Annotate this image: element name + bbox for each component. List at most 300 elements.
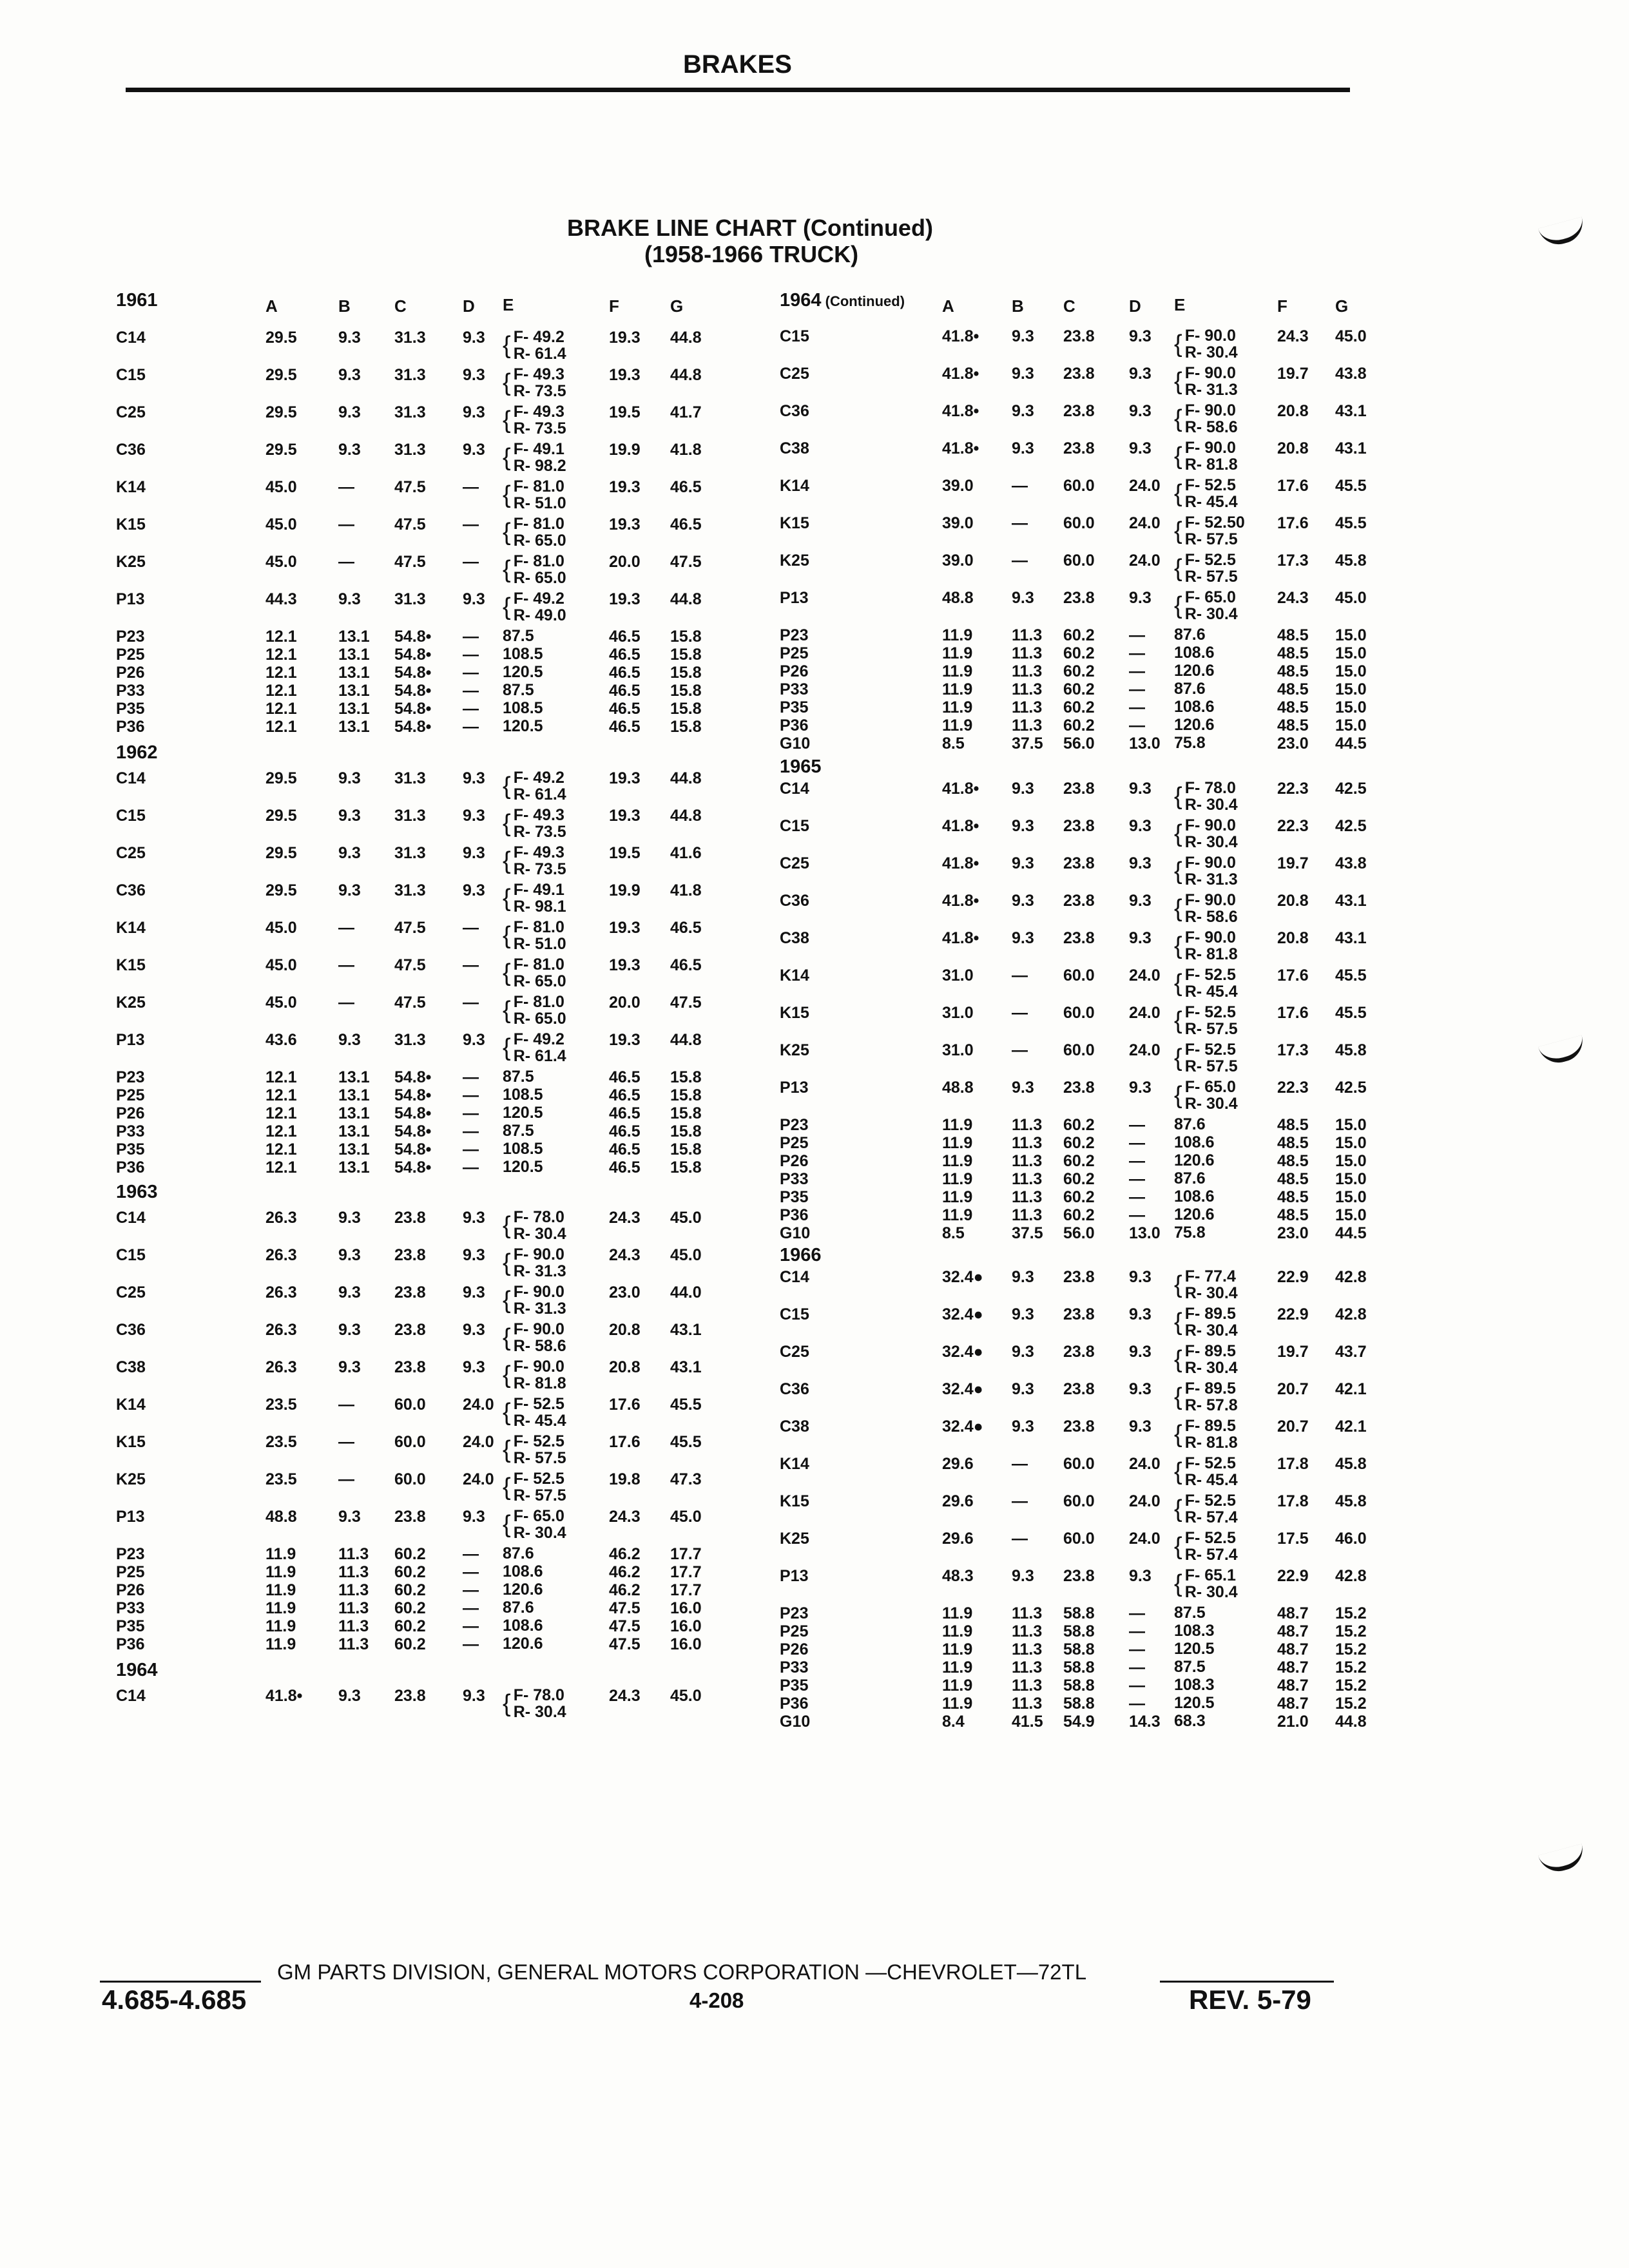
value-e: 108.6	[503, 1562, 543, 1581]
value-e-front: F- 90.0	[1184, 327, 1236, 345]
value-g: 43.8	[1335, 854, 1367, 872]
value-c: 54.8•	[394, 1086, 432, 1104]
value-d: 9.3	[1129, 327, 1152, 345]
value-e	[503, 919, 566, 952]
value-g: 46.5	[670, 515, 702, 533]
column-header-f: F	[609, 296, 619, 316]
value-e-rear: R- 30.4	[1184, 1359, 1238, 1377]
value-e: 87.5	[503, 681, 534, 699]
brace-glyph: {	[503, 1324, 511, 1351]
value-f: 20.8	[609, 1358, 641, 1376]
model-code: P33	[780, 1170, 809, 1188]
value-d: 13.0	[1129, 735, 1161, 753]
value-a: 11.9	[942, 1622, 973, 1640]
value-b: 9.3	[338, 1283, 361, 1302]
value-c: 60.0	[1063, 477, 1095, 495]
value-c: 23.8	[1063, 780, 1095, 798]
value-c: 31.3	[394, 366, 426, 384]
value-e-front: F- 90.0	[1184, 401, 1236, 419]
value-c: 23.8	[1063, 929, 1095, 947]
value-e-rear: R- 57.8	[1184, 1396, 1238, 1414]
value-e	[1174, 780, 1238, 813]
value-e-front: F- 90.0	[1184, 364, 1236, 382]
table-row	[780, 1134, 1424, 1153]
model-code: K14	[780, 1455, 809, 1473]
value-f: 17.6	[1277, 966, 1309, 985]
value-e-front: F- 49.2	[513, 1030, 564, 1048]
value-a: 11.9	[942, 1188, 973, 1206]
value-e-front: F- 90.0	[513, 1283, 564, 1301]
value-a: 26.3	[265, 1321, 297, 1339]
value-d: —	[463, 682, 479, 700]
value-b: 41.5	[1012, 1713, 1043, 1731]
model-code: C15	[780, 1305, 809, 1323]
model-code: P25	[780, 644, 809, 662]
value-e-rear: R- 30.4	[513, 1225, 566, 1243]
value-d: 9.3	[1129, 1380, 1152, 1398]
column-header-d: D	[1129, 296, 1141, 316]
value-d: —	[1129, 1658, 1145, 1677]
brace-glyph: {	[503, 593, 511, 620]
model-code: P35	[780, 1677, 809, 1695]
value-e	[503, 881, 566, 915]
model-code: P25	[116, 1563, 145, 1581]
table-row	[780, 662, 1424, 681]
table-row	[116, 1320, 760, 1355]
value-a: 8.4	[942, 1713, 965, 1731]
value-b: 9.3	[1012, 327, 1034, 345]
value-g: 41.8	[670, 881, 702, 899]
footer-revision: REV. 5-79	[1189, 1984, 1311, 2015]
value-e-front: F- 49.3	[513, 806, 564, 824]
value-d: —	[463, 994, 479, 1012]
table-row	[780, 1170, 1424, 1189]
model-code: P23	[116, 1068, 145, 1086]
value-e-rear: R- 30.4	[1184, 1583, 1238, 1601]
value-a: 32.4●	[942, 1343, 983, 1361]
value-f: 46.5	[609, 700, 641, 718]
brace-glyph: {	[1174, 1271, 1182, 1298]
value-g: 41.8	[670, 441, 702, 459]
value-b: 13.1	[338, 628, 370, 646]
value-e-rear: R- 30.4	[1184, 343, 1238, 361]
footer-page-number: 4-208	[689, 1988, 744, 2012]
value-g: 43.1	[1335, 929, 1367, 947]
table-row	[780, 1003, 1424, 1038]
value-d: —	[1129, 698, 1145, 716]
value-e	[1174, 1530, 1238, 1563]
model-code: C38	[780, 929, 809, 947]
value-e-rear: R- 51.0	[513, 935, 566, 953]
value-g: 15.8	[670, 1122, 702, 1140]
value-d: 24.0	[1129, 552, 1161, 570]
value-e-front: F- 65.0	[513, 1507, 564, 1525]
value-e-stack	[1185, 817, 1238, 850]
value-d: 9.3	[463, 844, 485, 862]
value-e-rear: R- 81.8	[1184, 945, 1238, 963]
value-e: 87.5	[503, 1122, 534, 1140]
value-d: —	[1129, 1116, 1145, 1134]
footer-rule-right	[1160, 1981, 1334, 1983]
value-e-front: F- 90.0	[1184, 928, 1236, 947]
value-b: 9.3	[338, 1209, 361, 1227]
value-d: —	[1129, 1604, 1145, 1622]
value-e: 120.6	[1174, 662, 1215, 680]
value-d: 9.3	[1129, 365, 1152, 383]
value-f: 19.3	[609, 590, 641, 608]
table-row	[780, 1041, 1424, 1075]
model-code: C15	[780, 817, 809, 835]
value-c: 54.8•	[394, 1158, 432, 1177]
value-e-front: F- 49.3	[513, 843, 564, 861]
model-code: P36	[780, 1695, 809, 1713]
value-e-front: F- 52.5	[1184, 1529, 1236, 1547]
value-b: 13.1	[338, 1104, 370, 1122]
value-a: 11.9	[265, 1545, 296, 1563]
value-f: 46.5	[609, 682, 641, 700]
value-d: —	[1129, 1622, 1145, 1640]
value-b: 13.1	[338, 700, 370, 718]
value-e-front: F- 52.5	[513, 1432, 564, 1450]
value-e-rear: R- 61.4	[513, 345, 566, 363]
value-b: 9.3	[1012, 929, 1034, 947]
model-code: K15	[116, 1433, 146, 1451]
value-d: —	[463, 1104, 479, 1122]
value-b: 13.1	[338, 718, 370, 736]
model-code: P26	[116, 664, 145, 682]
value-c: 60.0	[1063, 1492, 1095, 1510]
model-code: P26	[780, 1640, 809, 1658]
value-e-front: F- 52.5	[1184, 476, 1236, 494]
value-e	[503, 329, 566, 362]
binder-mark	[1538, 1035, 1587, 1068]
value-c: 23.8	[1063, 892, 1095, 910]
value-e-stack	[1185, 365, 1238, 398]
value-b: 9.3	[338, 844, 361, 862]
value-g: 43.1	[1335, 439, 1367, 457]
value-e-stack	[1185, 854, 1238, 888]
value-g: 15.8	[670, 1158, 702, 1177]
value-a: 11.9	[942, 662, 973, 680]
value-c: 54.8•	[394, 1122, 432, 1140]
table-row	[116, 1563, 760, 1582]
value-e	[1174, 1004, 1238, 1037]
value-e-front: F- 52.5	[1184, 1003, 1236, 1021]
value-a: 12.1	[265, 664, 297, 682]
value-e	[1174, 1567, 1238, 1600]
value-e-front: F- 49.1	[513, 440, 564, 458]
value-g: 44.8	[670, 769, 702, 787]
table-row	[780, 928, 1424, 963]
brace-glyph: {	[503, 369, 511, 396]
value-b: —	[1012, 966, 1028, 985]
value-f: 47.5	[609, 1599, 641, 1617]
value-c: 47.5	[394, 515, 426, 533]
value-d: —	[1129, 1695, 1145, 1713]
model-code: K15	[780, 1492, 809, 1510]
value-e-front: F- 81.0	[513, 918, 564, 936]
value-a: 31.0	[942, 966, 974, 985]
value-g: 45.0	[1335, 589, 1367, 607]
brace-glyph: {	[503, 519, 511, 546]
value-a: 45.0	[265, 515, 297, 533]
value-a: 12.1	[265, 628, 297, 646]
value-g: 44.8	[1335, 1713, 1367, 1731]
value-a: 31.0	[942, 1004, 974, 1022]
value-c: 58.8	[1063, 1622, 1095, 1640]
value-g: 42.8	[1335, 1567, 1367, 1585]
value-f: 22.3	[1277, 780, 1309, 798]
table-row	[116, 590, 760, 624]
table-row	[780, 514, 1424, 548]
value-e-rear: R- 31.3	[1184, 381, 1238, 399]
value-g: 15.8	[670, 664, 702, 682]
value-e: 75.8	[1174, 1224, 1206, 1242]
value-e-rear: R- 57.5	[1184, 568, 1238, 586]
value-e	[503, 994, 566, 1027]
value-b: 9.3	[338, 366, 361, 384]
year-label: 1966	[780, 1245, 822, 1265]
model-code: K25	[780, 1041, 809, 1059]
value-e	[503, 807, 566, 840]
model-code: C36	[780, 1380, 809, 1398]
value-e: 108.5	[503, 699, 543, 717]
model-code: P26	[116, 1581, 145, 1599]
value-b: 9.3	[1012, 589, 1034, 607]
table-row	[116, 552, 760, 587]
value-c: 23.8	[394, 1687, 426, 1705]
value-c: 23.8	[1063, 1079, 1095, 1097]
value-a: 23.5	[265, 1396, 297, 1414]
value-e-rear: R- 58.6	[513, 1337, 566, 1355]
value-g: 45.0	[1335, 327, 1367, 345]
value-a: 29.5	[265, 441, 297, 459]
value-f: 20.8	[1277, 439, 1309, 457]
brace-glyph: {	[1174, 932, 1182, 959]
value-g: 45.5	[1335, 477, 1367, 495]
value-g: 15.8	[670, 1140, 702, 1158]
value-e-front: F- 78.0	[513, 1686, 564, 1704]
model-code: C36	[116, 1321, 146, 1339]
value-e-rear: R- 65.0	[513, 1010, 566, 1028]
column-header-b: B	[1012, 296, 1024, 316]
value-e: 108.5	[503, 645, 543, 663]
value-f: 46.5	[609, 1140, 641, 1158]
value-f: 19.8	[609, 1470, 641, 1488]
value-e-stack	[1185, 402, 1238, 436]
model-code: C14	[780, 780, 809, 798]
year-label	[780, 290, 905, 311]
value-e-rear: R- 57.5	[513, 1449, 566, 1467]
value-a: 11.9	[942, 1170, 973, 1188]
table-row	[780, 644, 1424, 663]
value-f: 48.5	[1277, 1134, 1309, 1152]
value-c: 60.2	[1063, 1116, 1095, 1134]
brace-glyph: {	[1174, 1309, 1182, 1336]
model-code: P36	[116, 1635, 145, 1653]
value-e-stack	[514, 1209, 566, 1242]
value-f: 23.0	[1277, 735, 1309, 753]
year-label: 1962	[116, 742, 158, 763]
value-d: 24.0	[463, 1470, 494, 1488]
value-a: 39.0	[942, 477, 974, 495]
model-code: C15	[116, 1246, 146, 1264]
value-d: 24.0	[1129, 514, 1161, 532]
value-b: 9.3	[1012, 854, 1034, 872]
value-d: 9.3	[463, 1508, 485, 1526]
value-e: 87.6	[503, 1599, 534, 1617]
value-c: 54.8•	[394, 682, 432, 700]
value-e-stack	[1185, 1268, 1238, 1302]
value-c: 60.0	[1063, 1530, 1095, 1548]
value-c: 23.8	[1063, 1567, 1095, 1585]
value-g: 15.0	[1335, 1134, 1367, 1152]
value-f: 47.5	[609, 1617, 641, 1635]
value-e-stack	[1185, 1455, 1238, 1488]
value-b: 9.3	[338, 403, 361, 421]
value-d: 9.3	[1129, 1268, 1152, 1286]
brace-glyph: {	[503, 922, 511, 949]
value-e-rear: R- 57.5	[1184, 1020, 1238, 1038]
table-row	[116, 1617, 760, 1636]
brace-glyph: {	[503, 556, 511, 583]
value-c: 31.3	[394, 881, 426, 899]
value-e-stack	[1185, 552, 1238, 585]
value-a: 41.8•	[942, 929, 979, 947]
value-g: 42.8	[1335, 1305, 1367, 1323]
table-row	[116, 956, 760, 990]
brace-glyph: {	[1174, 1533, 1182, 1560]
value-f: 46.5	[609, 646, 641, 664]
value-e-rear: R- 57.5	[1184, 530, 1238, 548]
model-code: C25	[116, 844, 146, 862]
value-b: 9.3	[1012, 1567, 1034, 1585]
value-b: 11.3	[1012, 1658, 1043, 1677]
value-e	[503, 441, 566, 474]
value-f: 48.5	[1277, 1170, 1309, 1188]
value-c: 60.2	[394, 1599, 426, 1617]
value-a: 41.8•	[942, 780, 979, 798]
value-e-stack	[1185, 1343, 1238, 1376]
value-d: 9.3	[463, 1283, 485, 1302]
value-c: 23.8	[394, 1508, 426, 1526]
value-a: 11.9	[942, 1658, 973, 1677]
model-code: K15	[116, 956, 146, 974]
value-b: 37.5	[1012, 1224, 1043, 1242]
value-d: 9.3	[463, 329, 485, 347]
value-c: 60.2	[1063, 1206, 1095, 1224]
value-a: 11.9	[265, 1635, 296, 1653]
value-f: 20.7	[1277, 1380, 1309, 1398]
value-c: 60.2	[1063, 1152, 1095, 1170]
value-e	[503, 1358, 566, 1392]
value-d: 9.3	[463, 441, 485, 459]
value-e-stack	[514, 919, 566, 952]
value-g: 16.0	[670, 1599, 702, 1617]
value-a: 32.4●	[942, 1305, 983, 1323]
value-c: 54.8•	[394, 628, 432, 646]
table-row	[116, 806, 760, 841]
value-a: 11.9	[265, 1617, 296, 1635]
value-e-front: F- 90.0	[513, 1320, 564, 1338]
value-e-stack	[1185, 477, 1238, 510]
value-e	[503, 403, 566, 437]
value-g: 16.0	[670, 1617, 702, 1635]
model-code: P36	[780, 716, 809, 735]
value-g: 45.0	[670, 1209, 702, 1227]
value-g: 15.0	[1335, 1188, 1367, 1206]
value-c: 23.8	[1063, 439, 1095, 457]
value-e-front: F- 90.0	[1184, 891, 1236, 909]
value-g: 47.3	[670, 1470, 702, 1488]
value-c: 56.0	[1063, 1224, 1095, 1242]
table-row	[780, 1116, 1424, 1135]
value-e-stack	[514, 403, 566, 437]
value-b: 11.3	[1012, 1206, 1043, 1224]
value-a: 8.5	[942, 1224, 965, 1242]
brace-glyph: {	[1174, 443, 1182, 470]
brace-glyph: {	[503, 1690, 511, 1717]
value-e	[1174, 966, 1238, 1000]
value-e: 108.6	[1174, 644, 1215, 662]
value-e-rear: R- 30.4	[1184, 605, 1238, 623]
value-e	[1174, 402, 1238, 436]
value-c: 23.8	[1063, 817, 1095, 835]
model-code: K14	[780, 477, 809, 495]
value-e: 75.8	[1174, 734, 1206, 752]
value-g: 15.8	[670, 646, 702, 664]
value-e	[503, 1031, 566, 1064]
brace-glyph: {	[1174, 592, 1182, 619]
value-d: 9.3	[463, 1321, 485, 1339]
value-g: 15.0	[1335, 1116, 1367, 1134]
value-f: 20.8	[609, 1321, 641, 1339]
value-a: 12.1	[265, 700, 297, 718]
value-e-stack	[514, 1246, 566, 1280]
value-b: 13.1	[338, 646, 370, 664]
value-e	[1174, 327, 1238, 361]
table-row	[780, 1305, 1424, 1340]
value-d: 24.0	[1129, 1004, 1161, 1022]
value-d: —	[1129, 1640, 1145, 1658]
value-f: 23.0	[1277, 1224, 1309, 1242]
value-g: 15.0	[1335, 662, 1367, 680]
value-e: 120.6	[1174, 1206, 1215, 1224]
value-c: 23.8	[1063, 1268, 1095, 1286]
value-d: —	[463, 646, 479, 664]
value-e-stack	[514, 1687, 566, 1720]
value-e-rear: R- 30.4	[1184, 1321, 1238, 1340]
value-f: 19.7	[1277, 854, 1309, 872]
binder-mark	[1538, 1844, 1587, 1876]
value-f: 19.3	[609, 329, 641, 347]
model-code: P26	[780, 662, 809, 680]
value-f: 20.8	[1277, 402, 1309, 420]
model-code: K15	[780, 514, 809, 532]
value-f: 19.3	[609, 807, 641, 825]
value-e-front: F- 81.0	[513, 956, 564, 974]
value-d: —	[463, 1599, 479, 1617]
value-b: 9.3	[338, 1508, 361, 1526]
value-e-stack	[1185, 1567, 1238, 1600]
brace-glyph: {	[1174, 1044, 1182, 1072]
table-row	[116, 769, 760, 803]
value-f: 17.3	[1277, 1041, 1309, 1059]
brace-glyph: {	[1174, 858, 1182, 885]
column-header-d: D	[463, 296, 475, 316]
value-c: 54.8•	[394, 700, 432, 718]
year-label: 1963	[116, 1182, 158, 1202]
